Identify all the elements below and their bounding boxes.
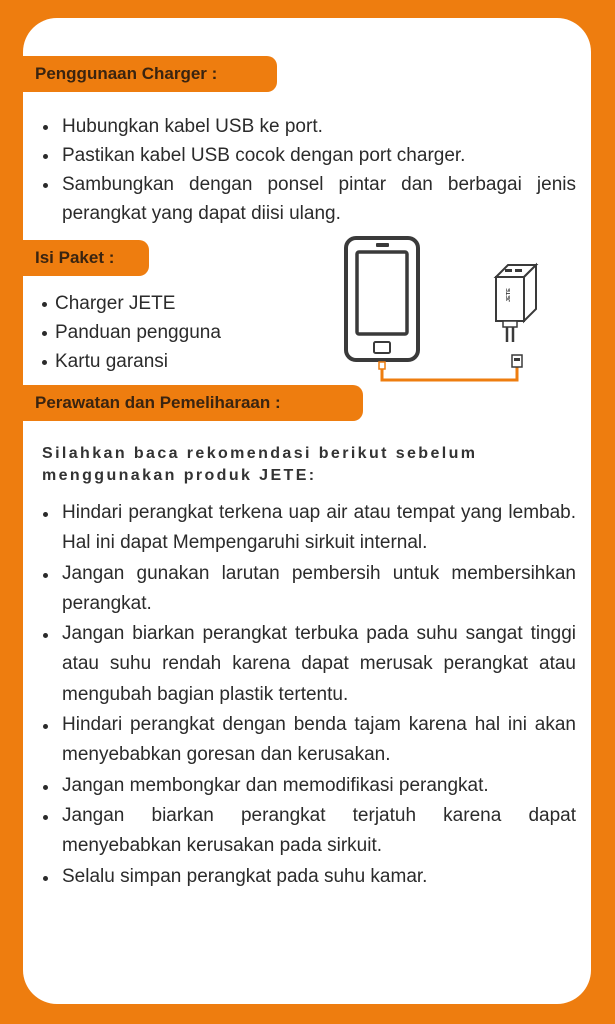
- list-item: Hubungkan kabel USB ke port.: [40, 112, 576, 141]
- smartphone-icon: [346, 238, 418, 360]
- list-item: Jangan biarkan perangkat terjatuh karena dapat menyebabkan kerusakan pada sirkuit.: [40, 801, 576, 862]
- list-item: Hindari perangkat terkena uap air atau tempat yang lembab. Hal ini dapat Mempengaruhi sirkuit internal.: [40, 498, 576, 559]
- list-item: Kartu garansi: [40, 347, 300, 376]
- section-title-usage: Penggunaan Charger :: [23, 56, 277, 92]
- section-title-care: Perawatan dan Pemeliharaan :: [23, 385, 363, 421]
- list-item: Pastikan kabel USB cocok dengan port charger.: [40, 141, 576, 170]
- list-item: Selalu simpan perangkat pada suhu kamar.: [40, 862, 576, 892]
- usage-list: [40, 112, 576, 228]
- package-list: [40, 289, 300, 376]
- list-item: Sambungkan dengan ponsel pintar dan berbagai jenis perangkat yang dapat diisi ulang.: [40, 170, 576, 228]
- list-item: Jangan gunakan larutan pembersih untuk membersihkan perangkat.: [40, 559, 576, 620]
- charger-logo: JETE: [506, 288, 512, 302]
- section-title-package: Isi Paket :: [23, 240, 149, 276]
- list-item: Jangan biarkan perangkat terbuka pada suhu sangat tinggi atau suhu rendah karena dapat merusak perangkat atau mengubah bagian plastik tertentu.: [40, 619, 576, 710]
- care-intro: Silahkan baca rekomendasi berikut sebelum menggunakan produk JETE:: [42, 445, 478, 484]
- list-item: Panduan pengguna: [40, 318, 300, 347]
- charger-illustration: [340, 232, 550, 387]
- list-item: Charger JETE: [40, 289, 300, 318]
- list-item: Hindari perangkat dengan benda tajam karena hal ini akan menyebabkan goresan dan kerusakan.: [40, 710, 576, 771]
- care-list: [40, 498, 576, 892]
- wall-charger-icon: [496, 265, 536, 342]
- list-item: Jangan membongkar dan memodifikasi perangkat.: [40, 771, 576, 801]
